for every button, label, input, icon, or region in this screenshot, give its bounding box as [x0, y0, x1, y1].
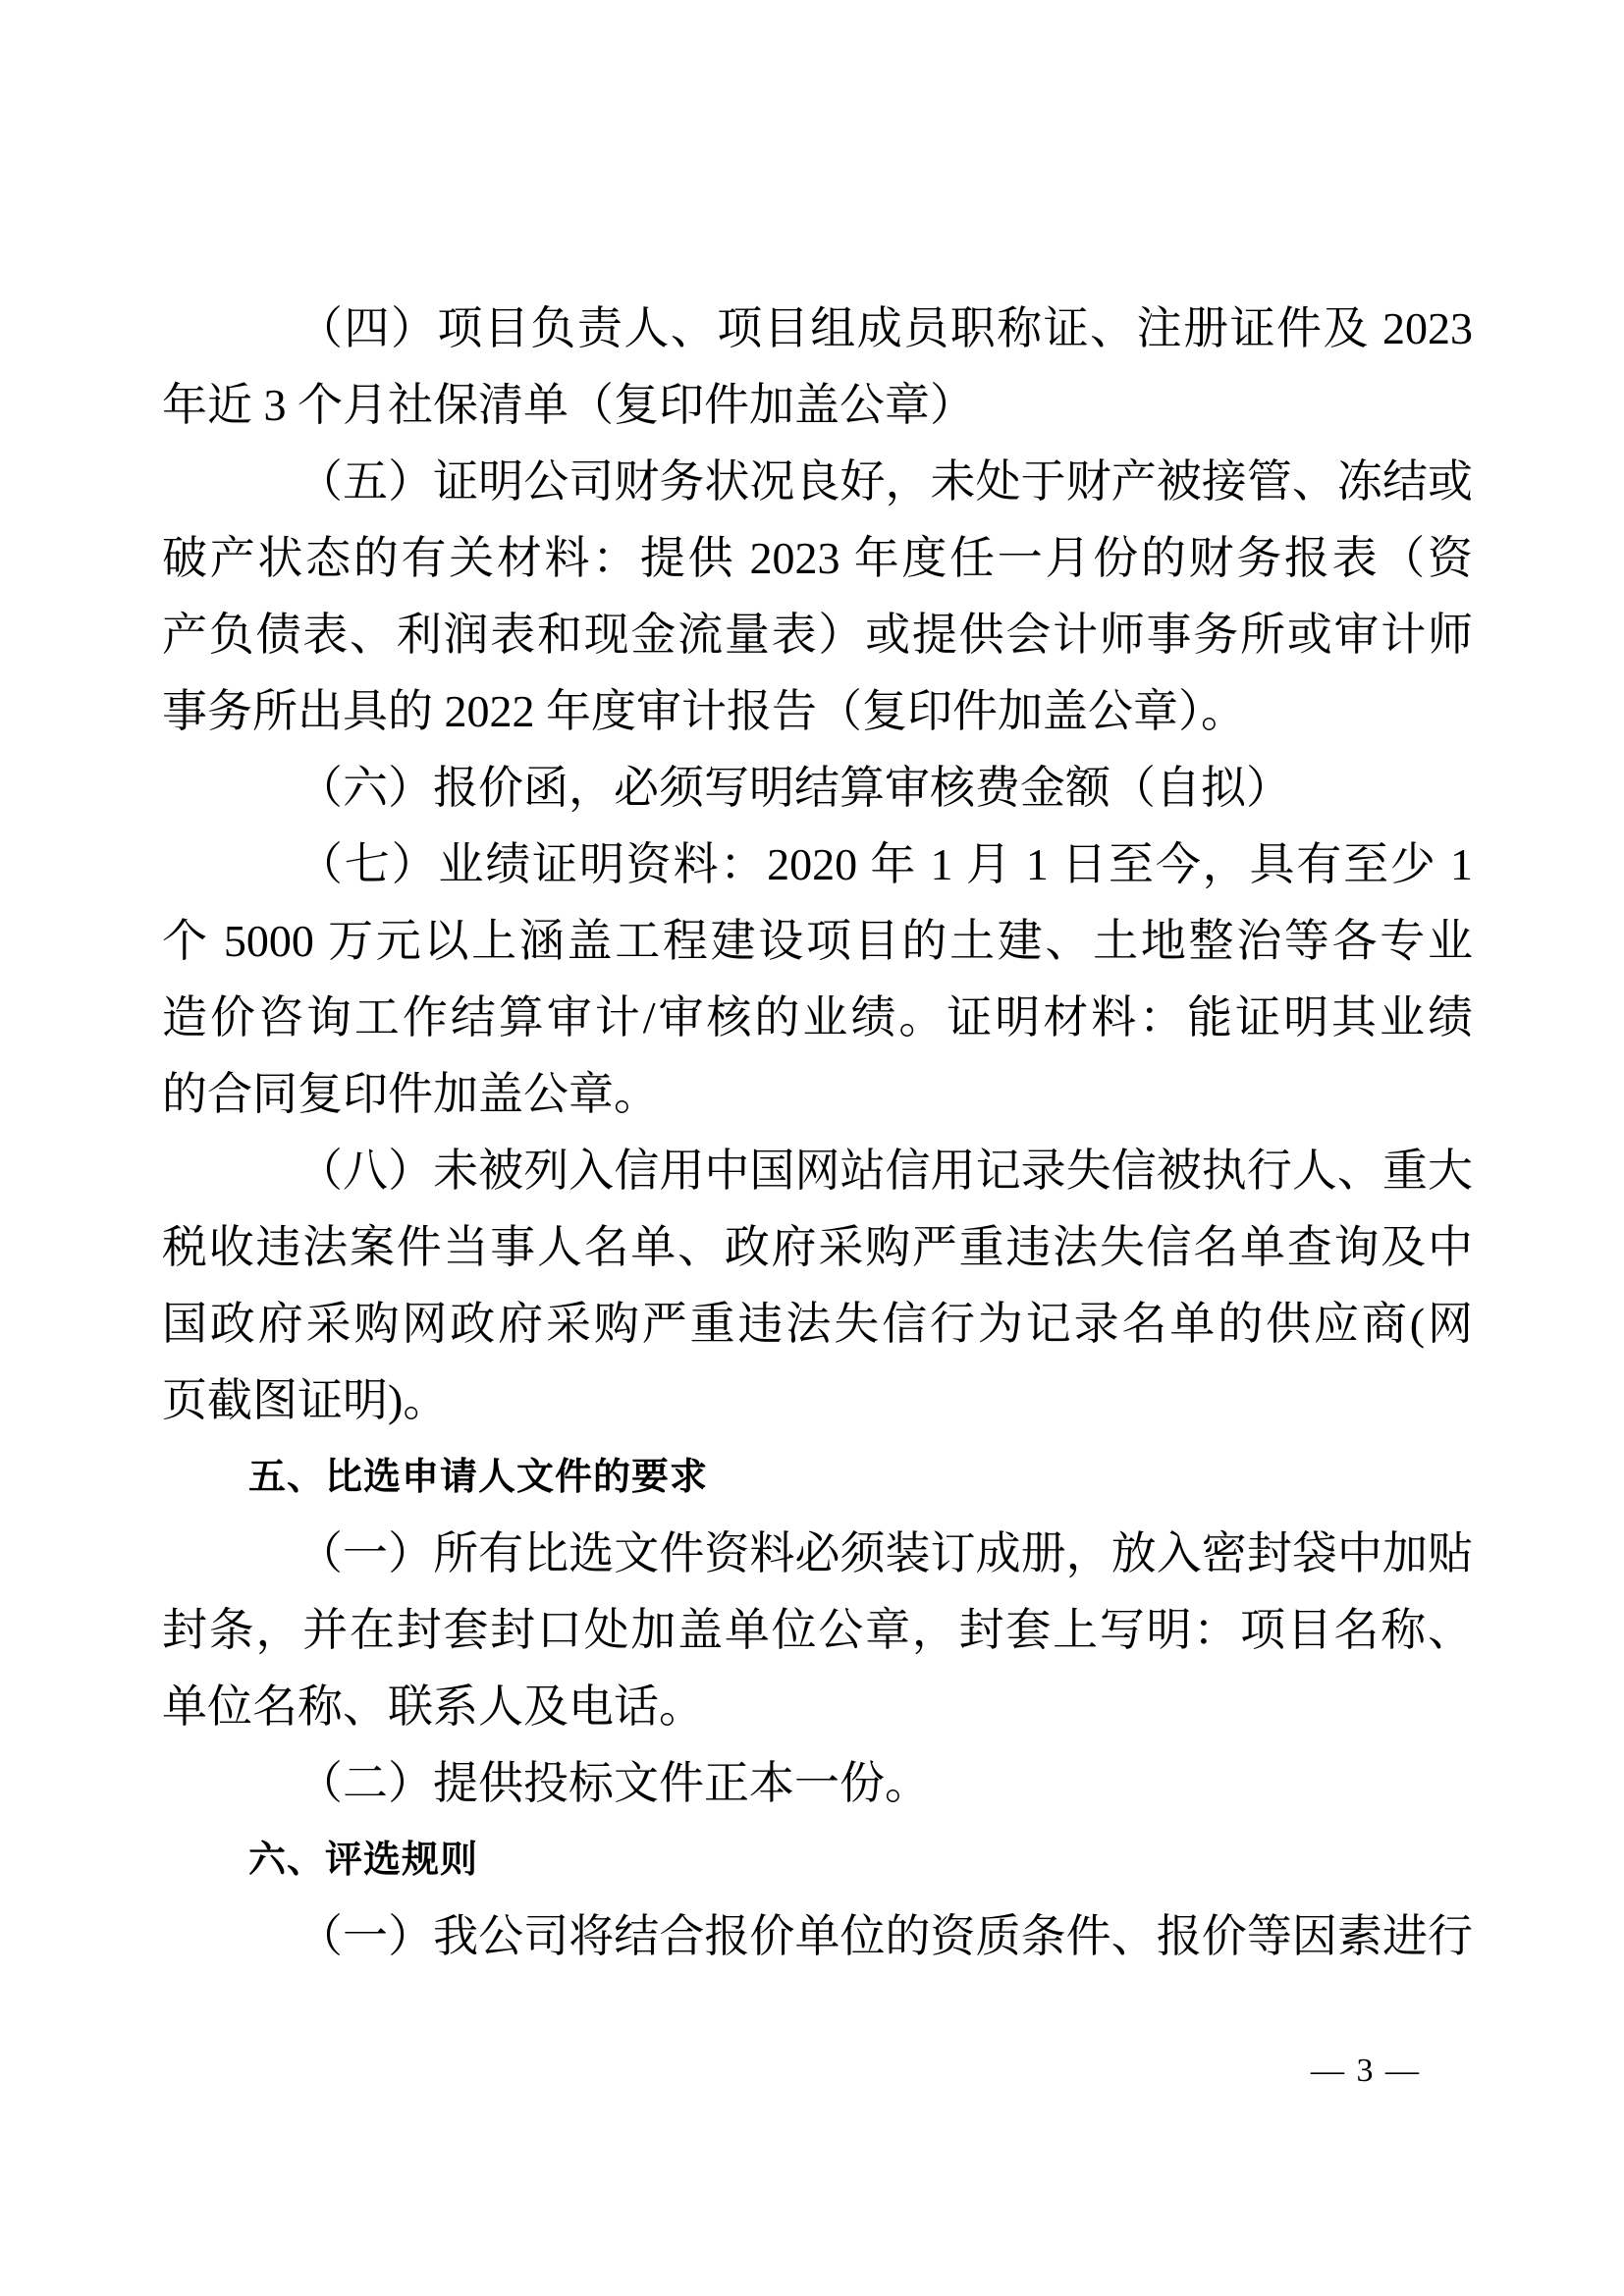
- paragraph-line: 造价咨询工作结算审计/审核的业绩。证明材料：能证明其业绩: [162, 992, 1473, 1042]
- paragraph-line: 产负债表、利润表和现金流量表）或提供会计师事务所或审计师: [162, 610, 1473, 660]
- paragraph-line: （五）证明公司财务状况良好，未处于财产被接管、冻结或: [298, 456, 1473, 507]
- paragraph-line: （七）业绩证明资料：2020 年 1 月 1 日至今，具有至少 1: [298, 839, 1473, 889]
- paragraph-line: （一）我公司将结合报价单位的资质条件、报价等因素进行: [298, 1911, 1473, 1961]
- paragraph-line: 税收违法案件当事人名单、政府采购严重违法失信名单查询及中: [162, 1222, 1473, 1272]
- paragraph-line: （八）未被列入信用中国网站信用记录失信被执行人、重大: [298, 1146, 1473, 1196]
- paragraph-line: 破产状态的有关材料：提供 2023 年度任一月份的财务报表（资: [162, 533, 1473, 583]
- paragraph-line: 个 5000 万元以上涵盖工程建设项目的土建、土地整治等各专业: [162, 916, 1473, 966]
- paragraph-line: 页截图证明)。: [162, 1375, 449, 1425]
- paragraph-line: （一）所有比选文件资料必须装订成册，放入密封袋中加贴: [298, 1528, 1473, 1578]
- paragraph-line: 国政府采购网政府采购严重违法失信行为记录名单的供应商(网: [162, 1299, 1473, 1349]
- paragraph-line: 单位名称、联系人及电话。: [162, 1682, 704, 1732]
- paragraph-line: 事务所出具的 2022 年度审计报告（复印件加盖公章）。: [162, 686, 1246, 736]
- paragraph-line: （四）项目负责人、项目组成员职称证、注册证件及 2023: [298, 303, 1473, 353]
- footer-page-number: — 3 —: [1311, 2053, 1421, 2089]
- section-heading-6: 六、评选规则: [248, 1840, 479, 1881]
- paragraph-line: （二）提供投标文件正本一份。: [298, 1758, 930, 1808]
- paragraph-line: 的合同复印件加盖公章。: [162, 1069, 659, 1119]
- paragraph-line: （六）报价函，必须写明结算审核费金额（自拟）: [298, 763, 1291, 813]
- paragraph-line: 封条，并在封套封口处加盖单位公章，封套上写明：项目名称、: [162, 1605, 1473, 1655]
- document-body: [162, 291, 1473, 1975]
- paragraph-line: 年近 3 个月社保清单（复印件加盖公章）: [162, 380, 975, 430]
- section-heading-5: 五、比选申请人文件的要求: [248, 1457, 709, 1498]
